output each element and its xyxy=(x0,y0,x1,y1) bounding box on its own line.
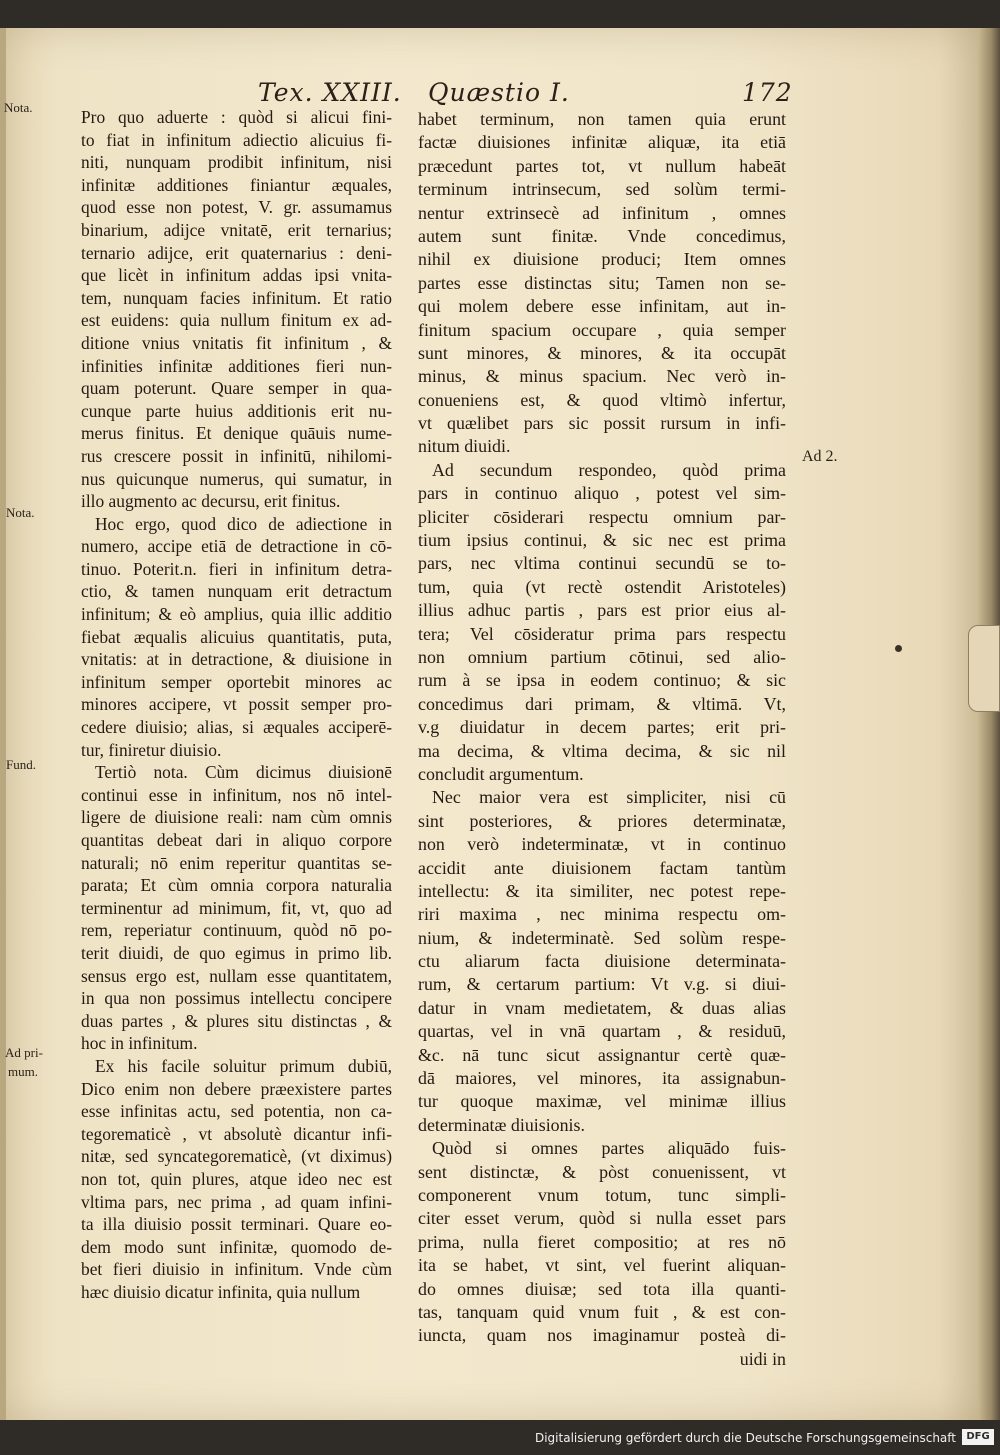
text-line: citer esset verum, quòd si nulla esset pars xyxy=(418,1208,786,1229)
text-line: finitum spacium occupare , quia semper xyxy=(418,319,786,340)
text-line: accidit ante diuisionem factam tantùm xyxy=(418,857,786,878)
text-line: iuncta, quam nos imaginamur posteà di- xyxy=(418,1325,786,1346)
text-line: partes esse distinctas situ; Tamen non se- xyxy=(418,272,786,293)
text-line: tum, quia (vt rectè ostendit Aristoteles) xyxy=(418,576,786,597)
text-line: vltima pars, nec prima , ad quam infini- xyxy=(81,1191,392,1212)
text-line: autem sunt finitæ. Vnde concedimus, xyxy=(418,225,786,246)
page-number: 172 xyxy=(742,78,793,107)
text-line: hoc in infinitum. xyxy=(81,1033,198,1054)
text-line: do omnes diuisæ; sed tota illa quanti- xyxy=(418,1278,786,1299)
margin-note-nota-top: Nota. xyxy=(4,100,33,115)
text-line: terminum intrinsecum, sed solùm termi- xyxy=(418,179,786,200)
text-line: Ad secundum respondeo, quòd prima xyxy=(432,459,786,480)
header-text-ref: Tex. XXIII. xyxy=(258,78,402,107)
margin-note-ad-primum-2: mum. xyxy=(8,1064,38,1079)
text-line: sunt minores, & minores, & ita occupāt xyxy=(418,342,786,363)
text-line: qui molem debere esse infinitam, aut in- xyxy=(418,296,786,317)
text-line: habet terminum, non tamen quia erunt xyxy=(418,109,786,129)
text-line: bet fieri diuisio in infinitum. Vnde cùm xyxy=(81,1259,392,1280)
margin-note-ad-secundum: Ad 2. xyxy=(802,448,838,465)
text-line: nitæ, sed syncategorematicè, (vt diximus) xyxy=(81,1146,392,1167)
text-line: non verò indeterminatæ, vt in continuo xyxy=(418,834,786,855)
text-line: ligere de diuisione reali: nam cùm omnis xyxy=(81,807,392,828)
text-line: non tot, quin plures, atque ideo nec est xyxy=(81,1168,392,1189)
text-line: componerent vnum totum, tunc simpli- xyxy=(418,1184,786,1205)
text-line: rum à se ipsa in eodem continuo; & sic xyxy=(418,670,786,691)
text-line: quartas, vel in vnā quartam , & residuū, xyxy=(418,1021,786,1042)
text-line: ctu aliarum facta diuisione determinata- xyxy=(418,951,786,972)
footer-credit: Digitalisierung gefördert durch die Deutsche Forschungsgemeinschaft xyxy=(534,1431,956,1445)
right-text-column xyxy=(418,108,786,1371)
page-gutter xyxy=(0,28,6,1420)
text-line: terit diuidi, de quo egimus in primo lib. xyxy=(81,942,392,963)
text-line: tur quoque maximæ, vel minimæ illius xyxy=(418,1091,786,1112)
text-line: ternario adijce, erit quaternarius : deni- xyxy=(81,242,392,263)
text-line: cunque parte huius additionis erit nu- xyxy=(81,400,392,421)
header-quaestio: Quæstio I. xyxy=(428,78,570,107)
text-line: ita se habet, vt sint, vel fuerint aliquan- xyxy=(418,1255,786,1276)
text-line: fiebat æqualis alicuius quantitatis, puta, xyxy=(81,626,392,647)
text-line: tur, finiretur diuisio. xyxy=(81,739,222,760)
ink-blot xyxy=(895,645,902,652)
text-line: riri maxima , nec minima respectu om- xyxy=(418,904,786,925)
text-line: tera; Vel cōsideratur prima pars respectu xyxy=(418,623,786,644)
text-line: ma decima, & vltima decima, & sic nil xyxy=(418,740,786,761)
text-line: determinatæ diuisionis. xyxy=(418,1114,585,1135)
text-line: nihil ex diuisione produci; Item omnes xyxy=(418,249,786,270)
text-line: præcedunt partes tot, vt nullum habeāt xyxy=(418,155,786,176)
left-text-column xyxy=(81,106,392,1303)
text-line: quam poterunt. Quare semper in qua- xyxy=(81,378,392,399)
text-line: infinitum; & eò amplius, quia illic additio xyxy=(81,604,392,625)
text-line: que licèt in infinitum addas ipsi vnita- xyxy=(81,265,392,286)
text-line: tem, nunquam facies infinitum. Et ratio xyxy=(81,287,392,308)
text-line: naturali; nō enim reperitur quantitas se- xyxy=(81,852,392,873)
text-line: prima, nulla fieret compositio; at res nō xyxy=(418,1231,786,1252)
text-line: parata; Et cùm omnia corpora naturalia xyxy=(81,875,392,896)
text-line: to fiat in infinitum adiectio alicuius fi- xyxy=(81,129,392,150)
margin-note-fund: Fund. xyxy=(6,757,36,772)
text-line: esse infinitas actu, sed potentia, non ca- xyxy=(81,1101,392,1122)
text-line: duas partes , & plures situ distinctas , & xyxy=(81,1010,392,1031)
running-header xyxy=(0,70,978,110)
text-line: sint posteriores, & priores determinatæ, xyxy=(418,810,786,831)
text-line: v.g diuidatur in decem partes; erit pri- xyxy=(418,717,786,738)
text-line: factæ diuisiones infinitæ aliquæ, ita etiā xyxy=(418,132,786,153)
text-line: Tertiò nota. Cùm dicimus diuisionē xyxy=(95,762,392,783)
page-fore-edge xyxy=(978,28,1000,1420)
text-line: Nec maior vera est simpliciter, nisi cū xyxy=(432,787,786,808)
text-line: pliciter cōsiderari respectu omnium par- xyxy=(418,506,786,527)
footer-bar xyxy=(0,1420,1000,1455)
text-line: rem, reperiatur continuum, quòd nō po- xyxy=(81,920,392,941)
text-line: vnitatis: at in detractione, & diuisione in xyxy=(81,649,392,670)
text-line: Pro quo aduerte : quòd si alicui fini- xyxy=(81,107,392,127)
text-line: intellectu: & ita similiter, nec potest repe- xyxy=(418,880,786,901)
text-line: tas, tanquam quid vnum fuit , & est con- xyxy=(418,1301,786,1322)
text-line: dā maiores, vel minores, ita assignabun- xyxy=(418,1068,786,1089)
text-line: sent distinctæ, & pòst conuenissent, vt xyxy=(418,1161,786,1182)
margin-note-ad-primum-1: Ad pri- xyxy=(5,1045,43,1060)
text-line: nentur extrinsecè ad infinitum , omnes xyxy=(418,202,786,223)
text-line: vt quælibet pars sic possit rursum in infi- xyxy=(418,413,786,434)
text-line: ta illa diuisio possit terminari. Quare eo- xyxy=(81,1214,392,1235)
text-line: binarium, adijce vnitatē, erit ternarius; xyxy=(81,219,392,240)
text-line: minus, & minus spacium. Nec verò in- xyxy=(418,366,786,387)
text-line: cedere diuisio; alias, si æquales acciperē- xyxy=(81,717,392,738)
text-line: uidi in xyxy=(739,1348,786,1369)
text-line: in qua non possimus intellectu concipere xyxy=(81,988,392,1009)
text-line: pars, nec vltima continui secundū se to- xyxy=(418,553,786,574)
text-line: ctio, & tamen nunquam erit detractum xyxy=(81,581,392,602)
text-line: non omnium partium cōtinui, sed alio- xyxy=(418,646,786,667)
text-line: dem modo sunt infinitæ, quomodo de- xyxy=(81,1236,392,1257)
text-line: nium, & indeterminatè. Sed solùm respe- xyxy=(418,927,786,948)
dfg-logo: DFG xyxy=(962,1429,994,1445)
text-line: quod esse non potest, V. gr. assumamus xyxy=(81,197,392,218)
text-line: nitum diuidi. xyxy=(418,436,511,457)
text-line: conueniens est, & quod vltimò infertur, xyxy=(418,389,786,410)
text-line: continui esse in infinitum, nos nō intel- xyxy=(81,784,392,805)
text-line: sensus ergo est, nullam esse quantitatem, xyxy=(81,965,392,986)
page-tab xyxy=(968,625,1000,712)
text-line: merus finitus. Et denique quāuis nume- xyxy=(81,423,392,444)
text-line: nus quicunque numerus, qui sumatur, in xyxy=(81,468,392,489)
text-line: terminentur ad minimum, fit, vt, quo ad xyxy=(81,897,392,918)
text-line: illius adhuc partis , pars est prior eius al- xyxy=(418,600,786,621)
margin-note-nota-mid: Nota. xyxy=(6,505,35,520)
text-line: minores accipere, vt possit semper pro- xyxy=(81,694,392,715)
text-line: infinitæ additiones finiantur æquales, xyxy=(81,174,392,195)
text-line: datur in vnam medietatem, & duas alias xyxy=(418,997,786,1018)
text-line: Hoc ergo, quod dico de adiectione in xyxy=(95,513,392,534)
text-line: rum, & certarum partium: Vt v.g. si diui- xyxy=(418,974,786,995)
text-line: tegorematicè , vt absolutè dicantur infi- xyxy=(81,1123,392,1144)
text-line: Dico enim non debere præexistere partes xyxy=(81,1078,392,1099)
text-line: infinities infinitæ additiones fieri nun- xyxy=(81,355,392,376)
text-line: quantitas debeat dari in aliquo corpore xyxy=(81,830,392,850)
text-line: tinuo. Poterit.n. fieri in infinitum detra- xyxy=(81,558,392,579)
text-line: concedimus dari primam, & vltimā. Vt, xyxy=(418,693,786,714)
text-line: numero, accipe etiā de detractione in cō- xyxy=(81,536,392,557)
text-line: tium ipsius continui, & sic nec est prima xyxy=(418,530,786,551)
text-line: pars in continuo aliquo , potest vel sim- xyxy=(418,483,786,504)
text-line: Ex his facile soluitur primum dubiū, xyxy=(95,1055,392,1076)
text-line: ditione vnius vnitatis fit infinitum , & xyxy=(81,332,392,353)
text-line: illo augmento ac decursu, erit finitus. xyxy=(81,491,341,512)
text-line: niti, nunquam prodibit infinitum, nisi xyxy=(81,152,392,173)
text-line: hæc diuisio dicatur infinita, quia nullum xyxy=(81,1281,361,1302)
text-line: Quòd si omnes partes aliquādo fuis- xyxy=(432,1138,786,1159)
text-line: rus crescere possit in infinitū, nihilomi- xyxy=(81,445,392,466)
text-line: infinitum semper oportebit minores ac xyxy=(81,671,392,692)
text-line: est euidens: quia nullum finitum ex ad- xyxy=(81,310,392,331)
text-line: concludit argumentum. xyxy=(418,763,584,784)
text-line: &c. nā tunc sicut assignantur certè quæ- xyxy=(418,1044,786,1065)
